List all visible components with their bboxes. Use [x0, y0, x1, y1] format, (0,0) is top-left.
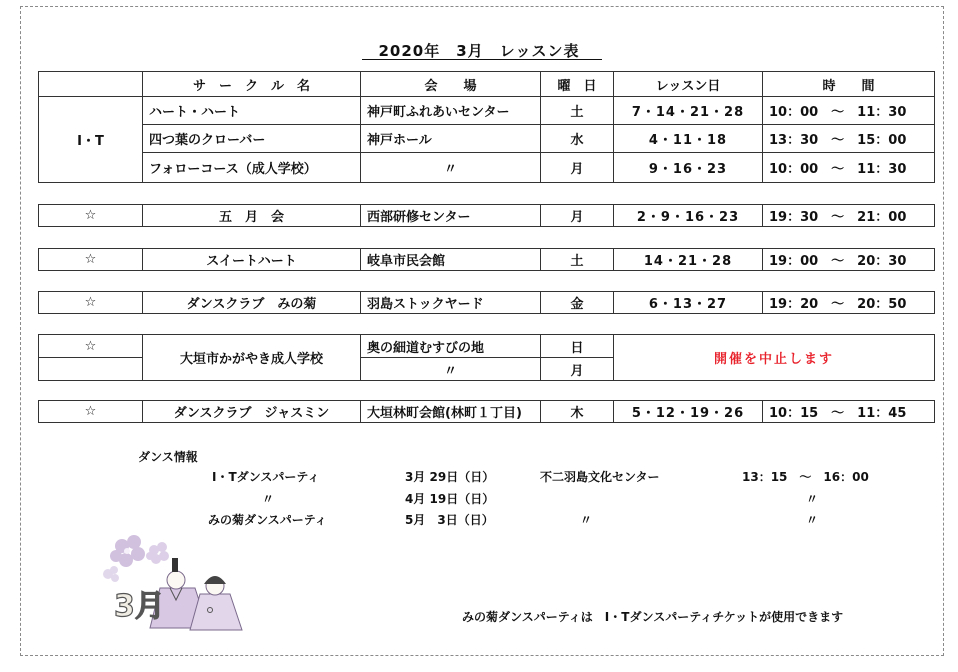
weekday: 金 — [541, 292, 614, 314]
circle-name: 五 月 会 — [143, 205, 361, 227]
lesson-dates: 6・13・27 — [614, 292, 763, 314]
table-row — [39, 249, 935, 271]
group-it: I・T — [39, 97, 143, 183]
lesson-dates: 14・21・28 — [614, 249, 763, 271]
lesson-dates: 5・12・19・26 — [614, 401, 763, 423]
header-day: 曜 日 — [541, 72, 614, 97]
circle-name: ダンスクラブ みの菊 — [143, 292, 361, 314]
empty-cell — [39, 358, 143, 381]
circle-name: 大垣市かがやき成人学校 — [143, 335, 361, 381]
venue: 〃 — [361, 153, 541, 183]
circle-name: ダンスクラブ ジャスミン — [143, 401, 361, 423]
venue: 羽島ストックヤード — [361, 292, 541, 314]
schedule-row-table — [38, 204, 935, 227]
dance-time: 〃 — [806, 513, 819, 527]
dance-time: 13：15 ～ 16：00 — [742, 470, 869, 484]
star-mark: ☆ — [39, 292, 143, 314]
dance-date: 3月 29日（日） — [405, 470, 495, 484]
weekday: 土 — [541, 97, 614, 125]
table-row — [39, 292, 935, 314]
weekday: 水 — [541, 125, 614, 153]
venue: 奥の細道むすびの地 — [361, 335, 541, 358]
lesson-time: 19：00 ～ 20：30 — [763, 249, 935, 271]
lesson-time: 19：30 ～ 21：00 — [763, 205, 935, 227]
plum-flower-icon — [103, 566, 119, 582]
march-label: 3月 — [114, 589, 165, 624]
circle-name: スイートハート — [143, 249, 361, 271]
header-circle: サ ー ク ル 名 — [143, 72, 361, 97]
lesson-time: 10：00 ～ 11：30 — [763, 97, 935, 125]
lesson-time: 10：00 ～ 11：30 — [763, 153, 935, 183]
dance-time: 〃 — [806, 492, 819, 506]
weekday: 土 — [541, 249, 614, 271]
dance-date: 5月 3日（日） — [405, 513, 494, 527]
ogaki-schedule-table — [38, 334, 935, 381]
venue: 神戸町ふれあいセンター — [361, 97, 541, 125]
table-row — [39, 97, 935, 125]
cancellation-notice: 開催を中止します — [614, 335, 935, 381]
header-time: 時 間 — [763, 72, 935, 97]
dance-event: 〃 — [262, 492, 275, 506]
lesson-dates: 4・11・18 — [614, 125, 763, 153]
hina-doll-illustration — [100, 528, 250, 638]
venue: 大垣林町会館(林町１丁目) — [361, 401, 541, 423]
lesson-dates: 7・14・21・28 — [614, 97, 763, 125]
star-mark: ☆ — [39, 205, 143, 227]
dance-place: 不二羽島文化センター — [540, 470, 660, 484]
weekday: 木 — [541, 401, 614, 423]
venue: 西部研修センター — [361, 205, 541, 227]
dance-info-heading: ダンス情報 — [138, 450, 198, 464]
it-schedule-table — [38, 71, 935, 183]
ohina-sama-icon — [190, 576, 242, 630]
table-row — [39, 335, 935, 358]
table-row — [39, 125, 935, 153]
table-row — [39, 205, 935, 227]
table-row — [39, 401, 935, 423]
venue: 岐阜市民会館 — [361, 249, 541, 271]
lesson-dates: 9・16・23 — [614, 153, 763, 183]
weekday: 月 — [541, 358, 614, 381]
lesson-time: 10：15 ～ 11：45 — [763, 401, 935, 423]
star-mark: ☆ — [39, 249, 143, 271]
schedule-row-table — [38, 400, 935, 423]
dance-place: 〃 — [580, 513, 593, 527]
header-row — [39, 72, 935, 97]
plum-flower-icon — [146, 542, 169, 564]
header-lesson-days: レッスン日 — [614, 72, 763, 97]
header-group — [39, 72, 143, 97]
circle-name: 四つ葉のクローバー — [143, 125, 361, 153]
venue: 〃 — [361, 358, 541, 381]
header-venue: 会 場 — [361, 72, 541, 97]
schedule-row-table — [38, 248, 935, 271]
footer-note: みの菊ダンスパーティは I・Tダンスパーティチケットが使用できます — [462, 610, 844, 624]
circle-name: ハート・ハート — [143, 97, 361, 125]
circle-name: フォローコース（成人学校） — [143, 153, 361, 183]
star-mark: ☆ — [39, 401, 143, 423]
lesson-time: 13：30 ～ 15：00 — [763, 125, 935, 153]
dance-date: 4月 19日（日） — [405, 492, 495, 506]
venue: 神戸ホール — [361, 125, 541, 153]
dance-event: みの菊ダンスパーティ — [208, 513, 327, 527]
page-title: 2020年 3月 レッスン表 — [378, 42, 580, 60]
dance-event: I・Tダンスパーティ — [212, 470, 320, 484]
plum-flower-icon — [110, 535, 145, 567]
weekday: 月 — [541, 153, 614, 183]
weekday: 日 — [541, 335, 614, 358]
lesson-time: 19：20 ～ 20：50 — [763, 292, 935, 314]
schedule-row-table — [38, 291, 935, 314]
title-underline — [362, 59, 602, 60]
table-row — [39, 153, 935, 183]
lesson-dates: 2・9・16・23 — [614, 205, 763, 227]
star-mark: ☆ — [39, 335, 143, 358]
weekday: 月 — [541, 205, 614, 227]
